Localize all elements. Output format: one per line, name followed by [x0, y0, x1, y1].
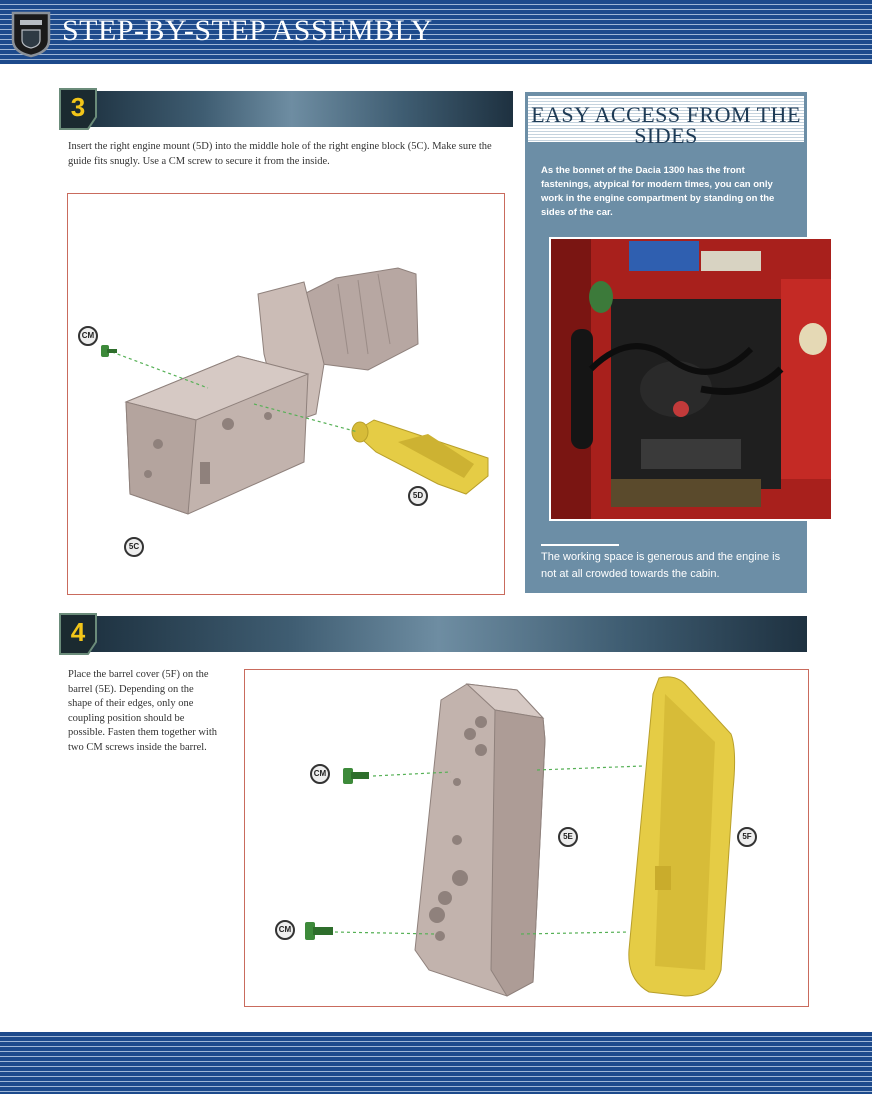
step-3-bar: [70, 91, 513, 127]
photo-caption: The working space is generous and the engine is not at all crowded towards the cabin.: [541, 551, 781, 580]
step-3-number: 3: [70, 92, 86, 122]
step-3-diagram: [67, 193, 505, 595]
caption-divider: [541, 544, 619, 546]
engine-mount-5d: [352, 420, 488, 494]
page-title: STEP-BY-STEP ASSEMBLY: [62, 14, 433, 47]
step-3-badge: [58, 87, 98, 131]
label-cm: CM: [78, 326, 98, 346]
sidebar-box: [525, 92, 807, 593]
label-5c: 5C: [124, 537, 144, 557]
cm-screw-top: [343, 768, 369, 784]
cm-screw-bottom: [305, 922, 333, 940]
barrel-5e: [415, 684, 545, 996]
step-3-instructions: Insert the right engine mount (5D) into the middle hole of the right engine block (5C). Make sure the guide fits snugly. Use a CM screw to secure it from the inside.: [68, 141, 492, 167]
engine-bay-photo: [549, 237, 833, 521]
label-5f: 5F: [737, 827, 757, 847]
step-4-bar: [70, 616, 807, 652]
step-4-diagram: [244, 669, 809, 1007]
footer-band: [0, 1032, 872, 1094]
label-5d: 5D: [408, 486, 428, 506]
step-4-badge: [58, 612, 98, 656]
engine-block-5c: [126, 356, 308, 514]
guide-line-top-cover: [537, 766, 643, 770]
step-4-instructions: Place the barrel cover (5F) on the barrel (5E). Depending on the shape of their edges, only one coupling position should be possible. Fasten them together with two CM screws inside the barrel.: [68, 669, 218, 753]
label-5e: 5E: [558, 827, 578, 847]
sidebar-title-box: [528, 96, 804, 148]
step-4-number: 4: [70, 617, 86, 647]
label-cm-top: CM: [310, 764, 330, 784]
guide-line-bottom-cover: [521, 932, 629, 934]
barrel-cover-5f: [629, 677, 735, 996]
dacia-shield-logo-icon: [10, 10, 52, 58]
cm-screw: [101, 345, 117, 357]
label-cm-bottom: CM: [275, 920, 295, 940]
sidebar-intro: As the bonnet of the Dacia 1300 has the front fastenings, atypical for modern times, you can only work in the engine compartment by standing on the sides of the car.: [541, 165, 775, 218]
sidebar-title: EASY ACCESS FROM THE SIDES: [531, 102, 801, 148]
